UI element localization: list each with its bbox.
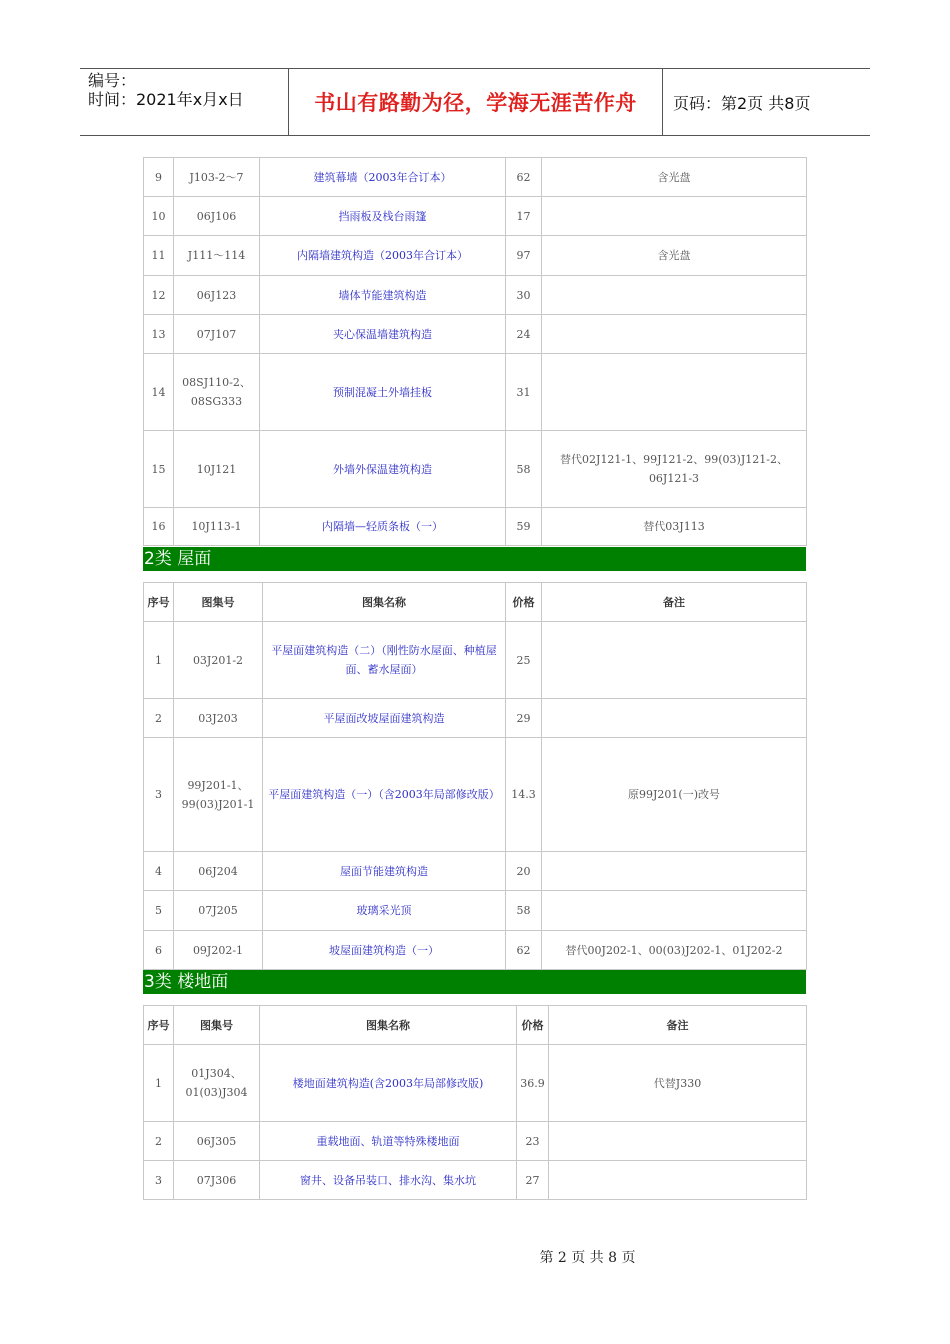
table-row xyxy=(144,622,807,699)
remark xyxy=(549,1122,807,1161)
atlas-code: 08SJ110-2、08SG333 xyxy=(174,354,260,431)
table-row xyxy=(144,197,807,236)
price: 62 xyxy=(506,931,542,970)
section-title-floor: 3类 楼地面 xyxy=(143,970,806,994)
atlas-code: 01J304、01(03)J304 xyxy=(174,1045,260,1122)
atlas-name-link[interactable]: 平屋面建筑构造（一）（含2003年局部修改版） xyxy=(263,738,506,852)
row-number: 3 xyxy=(144,738,174,852)
atlas-name-link[interactable]: 外墙外保温建筑构造 xyxy=(260,431,506,508)
row-number: 1 xyxy=(144,1045,174,1122)
header-motto: 书山有路勤为径，学海无涯苦作舟 xyxy=(289,69,663,135)
price: 14.3 xyxy=(506,738,542,852)
row-number: 15 xyxy=(144,431,174,508)
row-number: 12 xyxy=(144,276,174,315)
remark xyxy=(542,699,807,738)
row-number: 14 xyxy=(144,354,174,431)
table-row xyxy=(144,1122,807,1161)
price: 31 xyxy=(506,354,542,431)
time-label: 时间：2021年x月x日 xyxy=(88,90,244,109)
atlas-name-link[interactable]: 夹心保温墙建筑构造 xyxy=(260,315,506,354)
page-footer: 第 2 页 共 8 页 xyxy=(539,1250,636,1266)
row-number: 9 xyxy=(144,158,174,197)
remark: 替代02J121-1、99J121-2、99(03)J121-2、06J121-3 xyxy=(542,431,807,508)
table-row xyxy=(144,931,807,970)
remark: 原99J201(一)改号 xyxy=(542,738,807,852)
col-header-number: 序号 xyxy=(144,583,174,622)
table-header-row xyxy=(144,583,807,622)
atlas-name-link[interactable]: 窗井、设备吊装口、排水沟、集水坑 xyxy=(260,1161,517,1200)
section-title-roof: 2类 屋面 xyxy=(143,547,806,571)
table-row xyxy=(144,852,807,891)
price: 30 xyxy=(506,276,542,315)
remark: 代替J330 xyxy=(549,1045,807,1122)
atlas-name-link[interactable]: 重载地面、轨道等特殊楼地面 xyxy=(260,1122,517,1161)
atlas-code: J111～114 xyxy=(174,236,260,276)
atlas-code: 09J202-1 xyxy=(174,931,263,970)
remark xyxy=(542,622,807,699)
row-number: 6 xyxy=(144,931,174,970)
table-row xyxy=(144,354,807,431)
table-row xyxy=(144,315,807,354)
row-number: 1 xyxy=(144,622,174,699)
table-row xyxy=(144,236,807,276)
price: 29 xyxy=(506,699,542,738)
remark: 含光盘 xyxy=(542,236,807,276)
catalog-table-roof xyxy=(143,582,807,970)
atlas-code: 99J201-1、99(03)J201-1 xyxy=(174,738,263,852)
atlas-code: J103-2～7 xyxy=(174,158,260,197)
col-header-note: 备注 xyxy=(542,583,807,622)
table-row xyxy=(144,508,807,546)
remark xyxy=(549,1161,807,1200)
row-number: 4 xyxy=(144,852,174,891)
col-header-number: 序号 xyxy=(144,1006,174,1045)
atlas-name-link[interactable]: 内隔墙建筑构造（2003年合订本） xyxy=(260,236,506,276)
atlas-code: 06J204 xyxy=(174,852,263,891)
atlas-name-link[interactable]: 预制混凝土外墙挂板 xyxy=(260,354,506,431)
row-number: 2 xyxy=(144,699,174,738)
atlas-name-link[interactable]: 坡屋面建筑构造（一） xyxy=(263,931,506,970)
table-row xyxy=(144,276,807,315)
remark: 替代00J202-1、00(03)J202-1、01J202-2 xyxy=(542,931,807,970)
remark xyxy=(542,197,807,236)
row-number: 13 xyxy=(144,315,174,354)
atlas-name-link[interactable]: 平屋面改坡屋面建筑构造 xyxy=(263,699,506,738)
atlas-code: 06J305 xyxy=(174,1122,260,1161)
price: 17 xyxy=(506,197,542,236)
remark: 替代03J113 xyxy=(542,508,807,546)
table-row xyxy=(144,1045,807,1122)
remark: 含光盘 xyxy=(542,158,807,197)
row-number: 5 xyxy=(144,891,174,931)
table-row xyxy=(144,738,807,852)
atlas-code: 07J306 xyxy=(174,1161,260,1200)
table-row xyxy=(144,431,807,508)
atlas-name-link[interactable]: 挡雨板及栈台雨篷 xyxy=(260,197,506,236)
atlas-code: 06J106 xyxy=(174,197,260,236)
price: 27 xyxy=(517,1161,549,1200)
header-info xyxy=(80,69,289,135)
col-header-code: 图集号 xyxy=(174,583,263,622)
atlas-name-link[interactable]: 玻璃采光顶 xyxy=(263,891,506,931)
atlas-code: 03J201-2 xyxy=(174,622,263,699)
atlas-code: 07J205 xyxy=(174,891,263,931)
row-number: 10 xyxy=(144,197,174,236)
col-header-name: 图集名称 xyxy=(260,1006,517,1045)
price: 24 xyxy=(506,315,542,354)
remark xyxy=(542,852,807,891)
atlas-name-link[interactable]: 墙体节能建筑构造 xyxy=(260,276,506,315)
row-number: 16 xyxy=(144,508,174,546)
price: 59 xyxy=(506,508,542,546)
row-number: 11 xyxy=(144,236,174,276)
remark xyxy=(542,891,807,931)
price: 58 xyxy=(506,431,542,508)
atlas-code: 07J107 xyxy=(174,315,260,354)
page-header xyxy=(80,68,870,136)
price: 20 xyxy=(506,852,542,891)
table-row xyxy=(144,699,807,738)
atlas-code: 06J123 xyxy=(174,276,260,315)
col-header-code: 图集号 xyxy=(174,1006,260,1045)
col-header-price: 价格 xyxy=(506,583,542,622)
price: 23 xyxy=(517,1122,549,1161)
col-header-note: 备注 xyxy=(549,1006,807,1045)
price: 58 xyxy=(506,891,542,931)
number-label: 编号： xyxy=(88,71,137,90)
remark xyxy=(542,354,807,431)
atlas-name-link[interactable]: 屋面节能建筑构造 xyxy=(263,852,506,891)
atlas-name-link[interactable]: 平屋面建筑构造（二）（刚性防水屋面、种植屋面、蓄水屋面） xyxy=(263,622,506,699)
table-row xyxy=(144,158,807,197)
col-header-name: 图集名称 xyxy=(263,583,506,622)
row-number: 3 xyxy=(144,1161,174,1200)
price: 62 xyxy=(506,158,542,197)
price: 25 xyxy=(506,622,542,699)
table-row xyxy=(144,891,807,931)
atlas-name-link[interactable]: 楼地面建筑构造(含2003年局部修改版) xyxy=(260,1045,517,1122)
atlas-code: 10J121 xyxy=(174,431,260,508)
remark xyxy=(542,276,807,315)
catalog-table-walls xyxy=(143,157,807,546)
col-header-price: 价格 xyxy=(517,1006,549,1045)
atlas-name-link[interactable]: 内隔墙—轻质条板（一） xyxy=(260,508,506,546)
atlas-name-link[interactable]: 建筑幕墙（2003年合订本） xyxy=(260,158,506,197)
catalog-table-floor xyxy=(143,1005,807,1200)
header-page-label: 页码：第2页 共8页 xyxy=(673,93,811,113)
atlas-code: 10J113-1 xyxy=(174,508,260,546)
remark xyxy=(542,315,807,354)
price: 97 xyxy=(506,236,542,276)
price: 36.9 xyxy=(517,1045,549,1122)
row-number: 2 xyxy=(144,1122,174,1161)
atlas-code: 03J203 xyxy=(174,699,263,738)
table-row xyxy=(144,1161,807,1200)
table-header-row xyxy=(144,1006,807,1045)
